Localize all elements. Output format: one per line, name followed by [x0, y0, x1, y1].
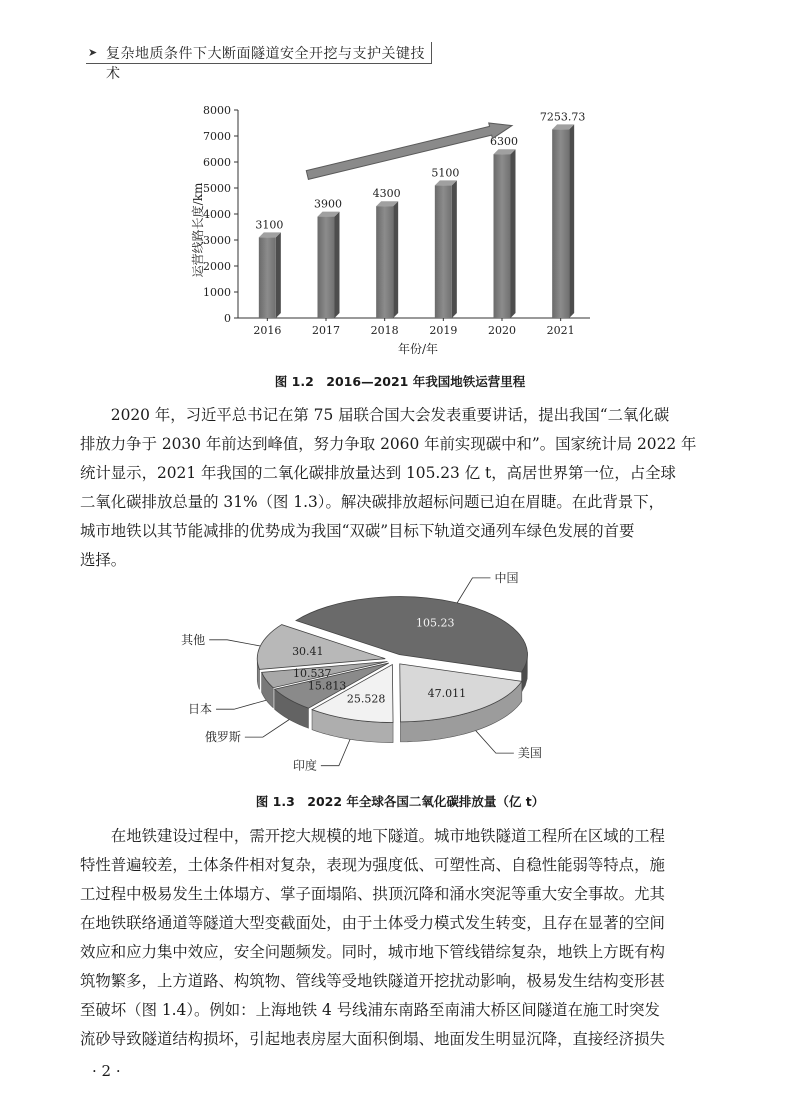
trend-arrow-shape — [305, 118, 513, 183]
pie-value-label: 25.528 — [346, 692, 386, 706]
bar-side — [569, 124, 574, 318]
bar-value-label: 5100 — [431, 166, 460, 180]
figure-caption-1-2: 图 1.2 2016—2021 年我国地铁运营里程 — [274, 374, 526, 389]
bar-side — [393, 201, 398, 318]
y-tick-label: 5000 — [203, 182, 231, 195]
paragraph-tunnel — [80, 822, 708, 1054]
arrow-icon: ➤ — [88, 46, 98, 59]
pie-value-label: 15.813 — [307, 679, 347, 693]
text-line: 选择。 — [80, 551, 127, 569]
header-rule — [86, 63, 432, 64]
pie-leader-line — [457, 578, 490, 603]
bar — [376, 206, 393, 318]
text-line: 城市地铁以其节能减排的优势成为我国“双碳”目标下轨道交通列车绿色发展的首要 — [80, 522, 635, 540]
pie-value-label: 30.41 — [292, 644, 324, 658]
trend-arrow — [305, 118, 513, 183]
bar-side — [511, 149, 516, 318]
y-tick-label: 2000 — [203, 260, 231, 273]
header-rule-end — [431, 42, 432, 64]
pie-category-label: 中国 — [494, 570, 519, 585]
pie-category-label: 日本 — [188, 702, 213, 717]
metro-mileage-bar-chart — [180, 100, 600, 365]
pie-category-label: 俄罗斯 — [204, 730, 241, 745]
text-line: 效应和应力集中效应，安全问题频发。同时，城市地下管线错综复杂，地铁上方既有构 — [80, 943, 665, 961]
pie-category-label: 美国 — [517, 746, 542, 761]
co2-emission-pie-chart — [181, 565, 610, 780]
bar-side — [452, 180, 457, 318]
pie-category-label: 其他 — [181, 632, 206, 647]
pie-value-label: 47.011 — [427, 686, 467, 700]
bar-value-label: 3900 — [314, 197, 342, 211]
pie-value-label: 105.23 — [415, 616, 455, 630]
y-tick-label: 1000 — [203, 286, 231, 299]
x-tick-label: 2017 — [312, 324, 340, 337]
pie-category-label: 印度 — [292, 758, 317, 773]
pie-leader-line — [321, 739, 350, 765]
y-tick-label: 8000 — [203, 104, 231, 117]
page-number: · 2 · — [92, 1062, 121, 1080]
bar — [552, 129, 569, 318]
text-line: 二氧化碳排放总量的 31%（图 1.3）。解决碳排放超标问题已迫在眉睫。在此背景下， — [80, 493, 665, 511]
bar-value-label: 3100 — [255, 218, 284, 232]
bar — [435, 185, 452, 318]
text-line: 2020 年，习近平总书记在第 75 届联合国大会发表重要讲话，提出我国“二氧化碳 — [110, 406, 670, 424]
text-line: 统计显示，2021 年我国的二氧化碳排放量达到 105.23 亿 t，高居世界第一位，占全球 — [80, 464, 676, 482]
text-line: 流砂导致隧道结构损坏，引起地表房屋大面积倒塌、地面发生明显沉降，直接经济损失 — [80, 1030, 665, 1048]
bar — [259, 237, 276, 318]
figure-caption-1-3: 图 1.3 2022 年全球各国二氧化碳排放量（亿 t） — [255, 794, 545, 809]
x-axis-label: 年份/年 — [397, 342, 439, 356]
text-line: 在地铁联络通道等隧道大型变截面处，由于土体受力模式发生转变，且存在显著的空间 — [80, 914, 665, 932]
text-line: 工过程中极易发生土体塌方、掌子面塌陷、拱顶沉降和涌水突泥等重大安全事故。尤其 — [80, 885, 665, 903]
x-tick-label: 2019 — [429, 324, 458, 337]
pie-leader-line — [216, 700, 266, 709]
x-tick-label: 2018 — [370, 324, 399, 337]
y-tick-label: 3000 — [203, 234, 231, 247]
text-line: 特性普遍较差，土体条件相对复杂，表现为强度低、可塑性高、自稳性能弱等特点，施 — [80, 856, 665, 874]
bar-side — [335, 212, 340, 318]
text-line: 排放力争于 2030 年前达到峰值，努力争取 2060 年前实现碳中和”。国家统计局 2022 年 — [80, 435, 697, 453]
pie-leader-line — [245, 720, 289, 738]
paragraph-carbon — [80, 401, 708, 575]
y-tick-label: 0 — [224, 312, 231, 325]
text-line: 在地铁建设过程中，需开挖大规模的地下隧道。城市地铁隧道工程所在区域的工程 — [110, 827, 665, 845]
bar-value-label: 4300 — [372, 187, 401, 201]
y-axis-label: 运营线路长度/km — [191, 182, 205, 278]
running-header — [86, 38, 432, 82]
x-tick-label: 2020 — [488, 324, 516, 337]
bar — [494, 154, 511, 318]
bar-value-label: 6300 — [490, 135, 518, 149]
x-tick-label: 2021 — [546, 324, 575, 337]
text-line: 筑物繁多，上方道路、构筑物、管线等受地铁隧道开挖扰动影响，极易发生结构变形甚 — [80, 972, 665, 990]
pie-value-label: 10.537 — [293, 667, 332, 681]
x-tick-label: 2016 — [253, 324, 282, 337]
bar-value-label: 7253.73 — [539, 110, 586, 124]
pie-leader-line — [476, 731, 514, 754]
text-line: 至破坏（图 1.4）。例如：上海地铁 4 号线浦东南路至南浦大桥区间隧道在施工时突发 — [80, 1001, 660, 1019]
y-tick-label: 7000 — [203, 130, 231, 143]
y-tick-label: 6000 — [203, 156, 231, 169]
bar — [318, 217, 335, 318]
y-tick-label: 4000 — [203, 208, 231, 221]
pie-leader-line — [209, 640, 260, 646]
running-header-title: 复杂地质条件下大断面隧道安全开挖与支护关键技术 — [106, 46, 425, 82]
bar-side — [276, 232, 281, 318]
